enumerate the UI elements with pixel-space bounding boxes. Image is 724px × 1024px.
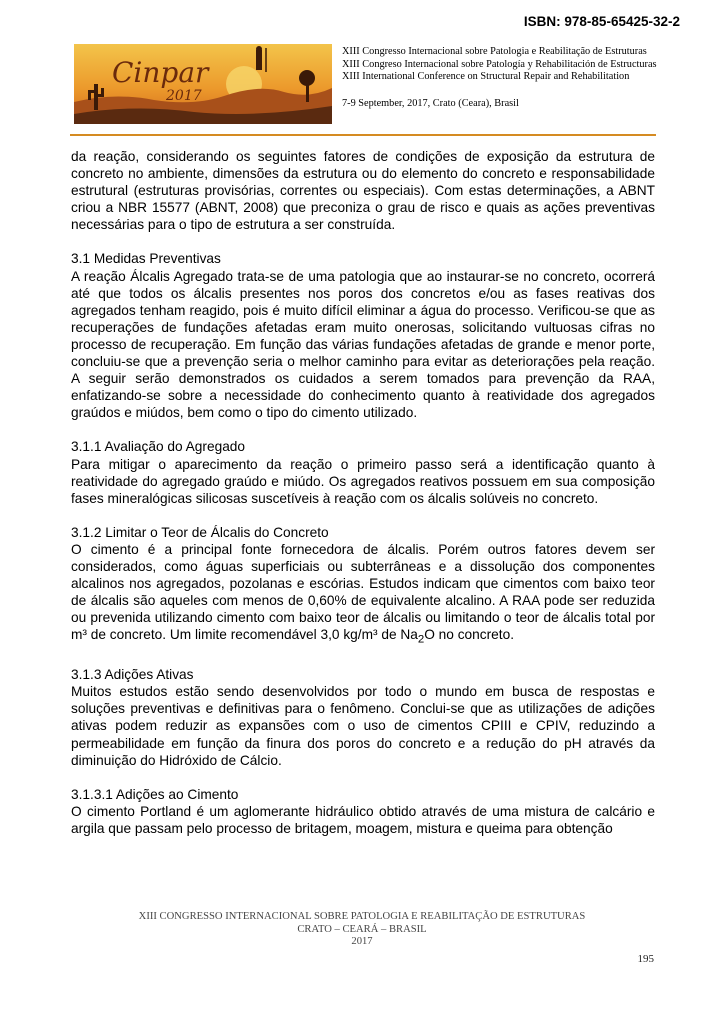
page-body [71,148,655,837]
footer-line-2: CRATO – CEARÁ – BRASIL [297,923,427,935]
footer-line-3: 2017 [351,936,373,948]
conference-title-es: XIII Congreso Internacional sobre Patología y Rehabilitación de Estructuras [342,58,657,70]
paragraph-3-1-3: Muitos estudos estão sendo desenvolvidos por todo o mundo em busca de respostas e soluções preventivas e definitivas para o fenômeno. Conclui-se que as utilizações de adições ativas podem reduzir as expansões com o uso de cimentos CPIII e CPIV, reduzindo a permeabilidade em função da finura dos poros do concreto e a redução do pH através da diminuição do Hidróxido de Cálcio. [71,684,655,768]
conference-title-pt: XIII Congresso Internacional sobre Patologia e Reabilitação de Estruturas [342,46,647,57]
paragraph-3-1-1: Para mitigar o aparecimento da reação o primeiro passo será a identificação quanto à reatividade do agregado graúdo e miúdo. Os agregados reativos possuem em sua composição fases mineralógicas silicosas suscetíveis à reação com os álcalis solúveis no concreto. [71,456,655,506]
conference-title-block [342,46,657,110]
section-heading-3-1-3: 3.1.3 Adições Ativas [71,667,194,683]
paragraph-3-1: A reação Álcalis Agregado trata-se de uma patologia que ao instaurar-se no concreto, ocorrerá até que todos os álcalis presentes nos poros dos concretos e/ou as fases reativas dos agregados tenham reagido, pois é muito difícil eliminar a água do processo. Verificou-se que as recuperações de fundações afetadas eram muito onerosas, solicitando vultuosas cifras no processo de recuperação. Em função das várias fundações afetadas de grande e menor porte, concluiu-se que a prevenção seria o melhor caminho para evitar as deteriorações pela reação. A seguir serão demonstrados os cuidados a serem tomados para prevenção da RAA, enfatizando-se sobre a necessidade do conhecimento quanto à reatividade dos agregados graúdos e miúdos, bem como o tipo do cimento utilizado. [71,268,655,421]
page-number: 195 [637,953,654,965]
section-heading-3-1: 3.1 Medidas Preventivas [71,251,221,267]
page-footer [70,911,654,949]
conference-title-en: XIII International Conference on Structural Repair and Rehabilitation [342,71,630,83]
conference-logo [74,44,332,124]
section-heading-3-1-3-1: 3.1.3.1 Adições ao Cimento [71,786,239,802]
paragraph-3-1-3-1: O cimento Portland é um aglomerante hidráulico obtido através de uma mistura de calcário e argila que passam pelo processo de britagem, moagem, mistura e queima para obtenção [71,803,655,836]
conference-date-place: 7-9 September, 2017, Crato (Ceara), Brasil [342,97,519,109]
isbn-label: ISBN: 978-85-65425-32-2 [523,14,680,29]
paragraph-3-1-2-text: O cimento é a principal fonte fornecedora de álcalis. Porém outros fatores devem ser considerados, como águas superficiais ou subterrâneas e a dissolução dos componentes alcalinos nos agregados, pozolanas e escórias. Estudos indicam que cimentos com baixo teor de álcalis são aqueles com menos de 0,60% de equivalente alcalino. A RAA pode ser reduzida ou prevenida utilizando cimento com baixo teor de álcalis ou limitando o teor de álcalis total por m³ de concreto. Um limite recomendável 3,0 kg/m³ de Na [71,541,655,643]
section-heading-3-1-2: 3.1.2 Limitar o Teor de Álcalis do Concreto [71,524,329,540]
paragraph-3-1-2 [71,541,655,649]
paragraph-3-1-2-end: O no concreto. [424,627,515,643]
logo-word: Cinpar [112,56,209,89]
section-heading-3-1-1: 3.1.1 Avaliação do Agregado [71,439,246,455]
header-divider [70,134,656,136]
logo-year: 2017 [166,88,202,104]
footer-line-1: XIII CONGRESSO INTERNACIONAL SOBRE PATOLOGIA E REABILITAÇÃO DE ESTRUTURAS [138,911,586,922]
subscript-2: 2 [417,634,425,647]
paragraph-intro: da reação, considerando os seguintes fatores de condições de exposição da estrutura de concreto no ambiente, dimensões da estrutura ou do elemento do concreto e responsabilidade estrutural (estruturas provisórias, correntes ou especiais). Com estas determinações, a ABNT criou a NBR 15577 (ABNT, 2008) que preconiza o grau de risco e quais as ações preventivas necessárias para o tipo de estrutura a ser construída. [71,149,655,233]
